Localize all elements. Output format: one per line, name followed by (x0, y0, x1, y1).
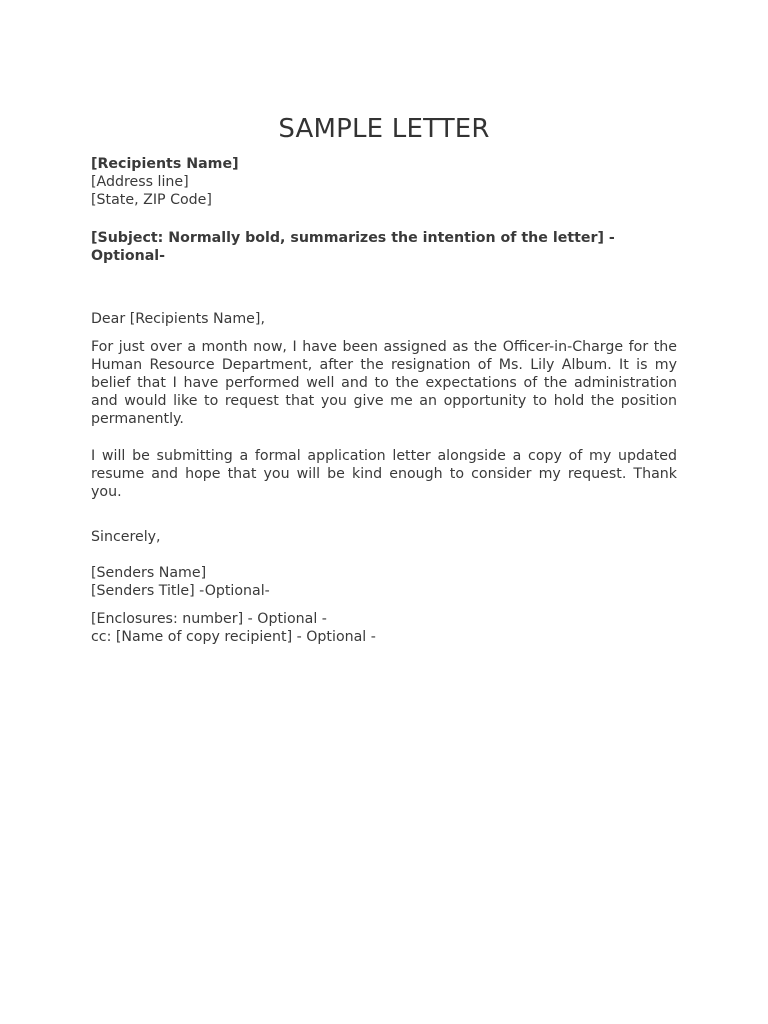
recipient-name: [Recipients Name] (91, 156, 239, 172)
cc-line: cc: [Name of copy recipient] - Optional - (91, 629, 376, 645)
body-paragraph-2: I will be submitting a formal application letter alongside a copy of my updated resume and hope that you will be kind enough to consider my request. Thank you. (91, 448, 677, 500)
closing: Sincerely, (91, 529, 161, 545)
salutation-block (91, 310, 677, 328)
recipient-address: [Address line] (91, 174, 189, 190)
sender-name: [Senders Name] (91, 565, 207, 581)
enclosures: [Enclosures: number] - Optional - (91, 611, 327, 627)
subject-line: [Subject: Normally bold, summarizes the intention of the letter] -Optional- (91, 230, 615, 264)
body-paragraph-1: For just over a month now, I have been assigned as the Officer-in-Charge for the Human Resource Department, after the resignation of Ms. Lily Album. It is my belief that I have performed well and to the expectations of the administration and would like to request that you give me an opportunity to hold the position permanently. (91, 339, 677, 427)
subject-block (91, 229, 677, 265)
recipient-state-zip: [State, ZIP Code] (91, 192, 212, 208)
salutation: Dear [Recipients Name], (91, 311, 265, 327)
recipient-block (91, 155, 677, 209)
letter-title: SAMPLE LETTER (278, 114, 490, 144)
closing-block (91, 528, 677, 546)
sender-block (91, 564, 677, 600)
sender-title: [Senders Title] -Optional- (91, 583, 270, 599)
extras-block (91, 610, 677, 646)
